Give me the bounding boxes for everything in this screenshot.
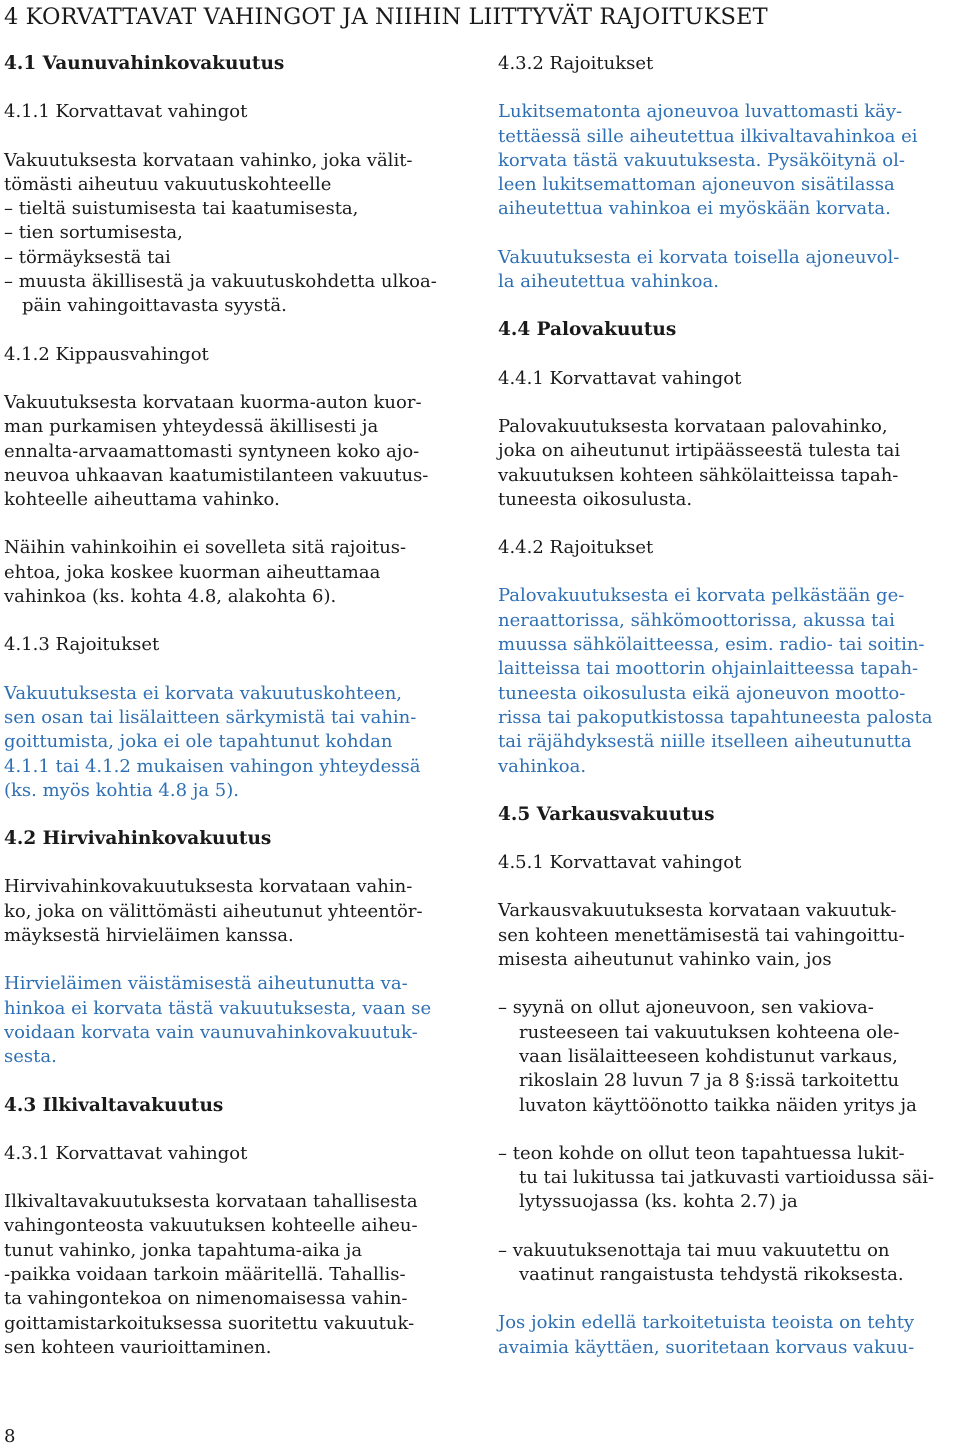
right-column [498,52,956,1360]
text-line: Palovakuutuksesta ei korvata pelkästään ge- [498,585,905,607]
list-item: – tien sortumisesta, [4,222,183,244]
text-line: – vakuutuksenottaja tai muu vakuutettu on [498,1239,890,1261]
text-line: kohteelle aiheuttama vahinko. [4,489,280,511]
section-4-5-heading: 4.5 Varkausvakuutus [498,803,715,825]
text-line: luvaton käyttöönotto taikka näiden yritys ja [519,1094,917,1116]
text-line: tu tai lukitussa tai jatkuvasti vartioidussa säi- [519,1167,935,1189]
page-number: 8 [4,1426,16,1447]
text-line: mäyksestä hirvieläimen kanssa. [4,925,294,947]
text-line: 4.1.1 tai 4.1.2 mukaisen vahingon yhteydessä [4,755,421,777]
section-4-3-heading: 4.3 Ilkivaltavakuutus [4,1094,224,1116]
section-4-1-heading: 4.1 Vaunuvahinkovakuutus [4,53,285,74]
text-line: Lukitsematonta ajoneuvoa luvattomasti käy- [498,101,903,123]
text-line: korvata tästä vakuutuksesta. Pysäköitynä ol- [498,149,905,171]
text-line: vakuutuksen kohteen sähkölaitteissa tapah- [498,464,899,486]
text-line: vahinkoa (ks. kohta 4.8, alakohta 6). [4,586,337,608]
section-4-2-heading: 4.2 Hirvivahinkovakuutus [4,828,272,850]
para-4-1-1 [4,149,462,319]
text-line: – teon kohde on ollut teon tapahtuessa lukit- [498,1142,905,1164]
para-4-3-1 [4,1190,462,1360]
para-4-1-2 [4,391,462,512]
text-line: Vakuutuksesta korvataan vahinko, joka välit- [4,149,413,171]
para-4-1-2-b [4,536,462,609]
text-line: Hirvivahinkovakuutuksesta korvataan vahin- [4,876,413,898]
section-4-4-1-heading: 4.4.1 Korvattavat vahingot [498,367,742,389]
text-line: joka on aiheutunut irtipäässeestä tulesta tai [498,440,901,462]
list-item: – muusta äkillisestä ja vakuutuskohdetta ulkoa- [4,271,437,293]
text-line: – syynä on ollut ajoneuvoon, sen vakiova- [498,997,874,1019]
text-line: tai räjähdyksestä niille itselleen aiheutunutta [498,731,912,753]
para-4-3-2-b [498,246,956,295]
text-line: Palovakuutuksesta korvataan palovahinko, [498,415,888,437]
text-line: muussa sähkölaitteessa, esim. radio- tai soitin- [498,634,925,656]
text-line: goittamistarkoituksessa suoritettu vakuutuk- [4,1312,415,1334]
section-4-3-2-heading: 4.3.2 Rajoitukset [498,53,654,74]
list-item: – tieltä suistumisesta tai kaatumisesta, [4,198,359,220]
text-line: goittumista, joka ei ole tapahtunut kohdan [4,731,393,753]
text-line: laitteissa tai moottorin ohjainlaitteessa tapah- [498,658,919,680]
text-line: tuneesta oikosulusta. [498,488,693,510]
text-line: misesta aiheutunut vahinko vain, jos [498,949,832,971]
text-line: Vakuutuksesta ei korvata vakuutuskohteen, [4,682,403,704]
text-line: vaatinut rangaistusta tehdystä rikoksesta. [519,1263,904,1285]
text-line: Hirvieläimen väistämisestä aiheutunutta va- [4,973,408,995]
text-line: rikoslain 28 luvun 7 ja 8 §:issä tarkoitettu [519,1070,900,1092]
text-line: vahingonteosta vakuutuksen kohteelle aiheu- [4,1215,418,1237]
list-item-3 [498,1239,956,1288]
text-line: (ks. myös kohtia 4.8 ja 5). [4,779,240,801]
section-4-1-2-heading: 4.1.2 Kippausvahingot [4,343,209,365]
text-line: sen kohteen menettämisestä tai vahingoittu- [498,924,905,946]
list-item: – törmäyksestä tai [4,246,171,268]
text-line: leen lukitsemattoman ajoneuvon sisätilassa [498,174,895,196]
text-line: la aiheutettua vahinkoa. [498,271,719,293]
text-line: tunut vahinko, jonka tapahtuma-aika ja [4,1239,363,1261]
text-line: -paikka voidaan tarkoin määritellä. Tahallis- [4,1263,406,1285]
text-line: voidaan korvata vain vaunuvahinkovakuutuk- [4,1021,418,1043]
section-4-1-3-heading: 4.1.3 Rajoitukset [4,634,160,656]
section-4-1-1-heading: 4.1.1 Korvattavat vahingot [4,101,248,123]
text-line: Ilkivaltavakuutuksesta korvataan tahallisesta [4,1191,418,1213]
text-line: lytyssuojassa (ks. kohta 2.7) ja [519,1191,798,1213]
text-line: Jos jokin edellä tarkoitetuista teoista on tehty [498,1312,915,1334]
para-4-4-1 [498,415,956,512]
text-line: sen kohteen vaurioittaminen. [4,1336,272,1358]
page-title: 4 KORVATTAVAT VAHINGOT JA NIIHIN LIITTYVÄT RAJOITUKSET [4,4,768,30]
section-4-4-heading: 4.4 Palovakuutus [498,319,677,341]
list-item: päin vahingoittavasta syystä. [22,295,287,317]
section-4-5-1-heading: 4.5.1 Korvattavat vahingot [498,852,742,874]
text-line: avaimia käyttäen, suoritetaan korvaus vakuu- [498,1336,915,1358]
list-item-2 [498,1142,956,1215]
text-line: ko, joka on välittömästi aiheutunut yhteentör- [4,900,423,922]
section-4-4-2-heading: 4.4.2 Rajoitukset [498,537,654,559]
text-line: neraattorissa, sähkömoottorissa, akussa tai [498,609,895,631]
text-line: vahinkoa. [498,755,587,777]
text-line: tettäessä sille aiheutettua ilkivaltavahinkoa ei [498,125,918,147]
para-4-1-3 [4,682,462,803]
text-line: tuneesta oikosulusta eikä ajoneuvon mootto- [498,682,906,704]
para-last [498,1311,956,1360]
text-line: rusteeseen tai vakuutuksen kohteena ole- [519,1021,900,1043]
text-line: Näihin vahinkoihin ei sovelleta sitä rajoitus- [4,537,407,559]
text-line: sesta. [4,1046,57,1068]
left-column [4,52,462,1360]
text-line: aiheutettua vahinkoa ei myöskään korvata. [498,198,891,220]
text-line: Vakuutuksesta ei korvata toisella ajoneuvol- [498,246,900,268]
text-line: hinkoa ei korvata tästä vakuutuksesta, vaan se [4,997,432,1019]
para-4-4-2 [498,584,956,778]
text-line: ehtoa, joka koskee kuorman aiheuttamaa [4,561,381,583]
text-line: neuvoa uhkaavan kaatumistilanteen vakuutus- [4,464,429,486]
list-item-1 [498,996,956,1117]
para-4-2 [4,875,462,948]
text-line: sen osan tai lisälaitteen särkymistä tai vahin- [4,706,417,728]
text-line: ennalta-arvaamattomasti syntyneen koko ajo- [4,440,420,462]
text-line: Varkausvakuutuksesta korvataan vakuutuk- [498,900,897,922]
text-line: ta vahingontekoa on nimenomaisessa vahin- [4,1288,408,1310]
para-4-2-b [4,972,462,1069]
text-line: Vakuutuksesta korvataan kuorma-auton kuor- [4,391,422,413]
text-line: vaan lisälaitteeseen kohdistunut varkaus, [519,1045,898,1067]
section-4-3-1-heading: 4.3.1 Korvattavat vahingot [4,1142,248,1164]
para-4-5-1 [498,899,956,972]
text-line: rissa tai pakoputkistossa tapahtuneesta palosta [498,706,933,728]
text-line: man purkamisen yhteydessä äkillisesti ja [4,416,379,438]
para-4-3-2 [498,100,956,221]
text-line: tömästi aiheutuu vakuutuskohteelle [4,173,332,195]
